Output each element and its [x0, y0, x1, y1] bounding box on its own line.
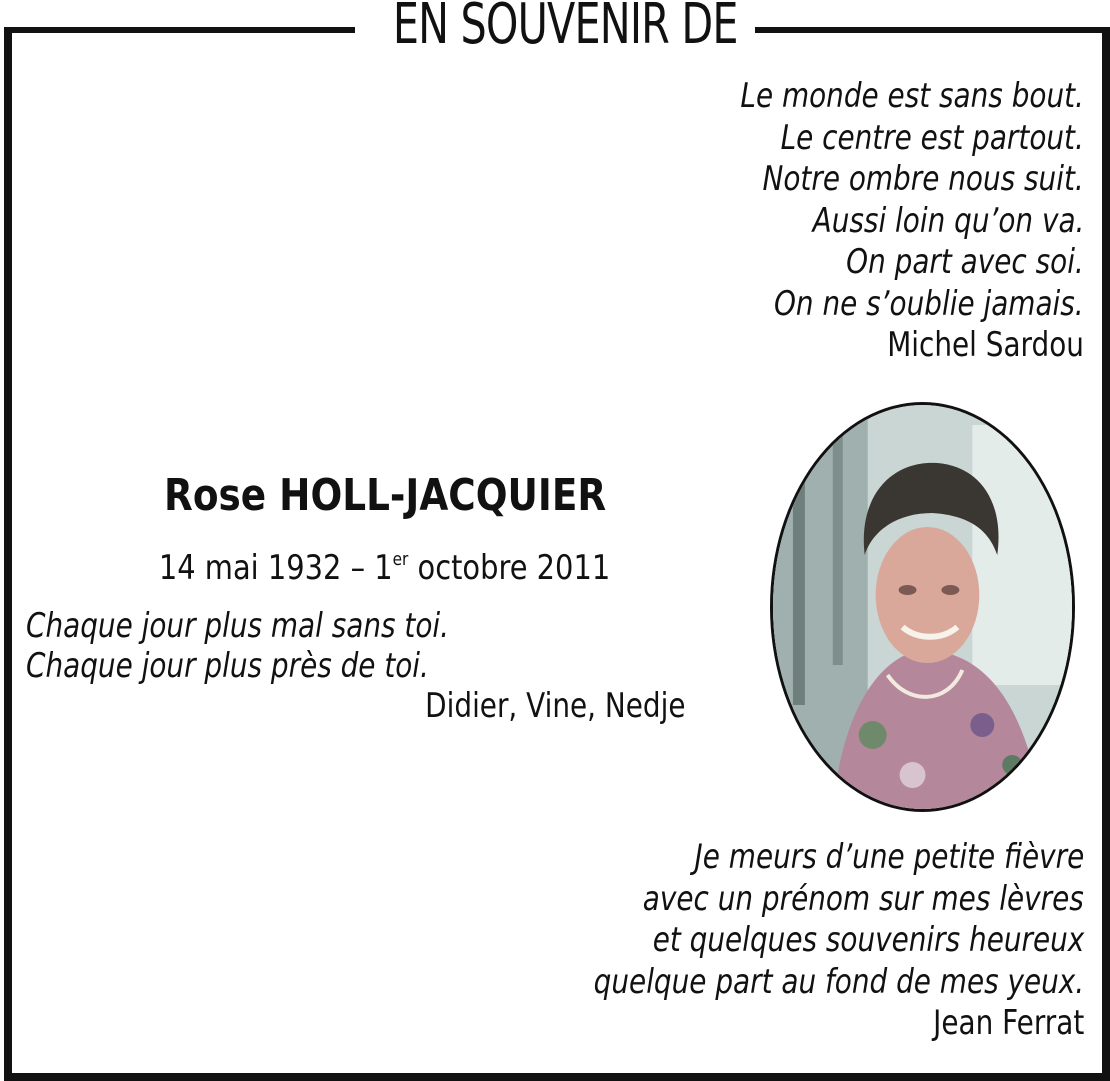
family-message-line: Chaque jour plus près de toi.: [26, 646, 429, 686]
poem-line: Notre ombre nous suit.: [762, 159, 1084, 199]
poem-line: quelque part au fond de mes yeux.: [593, 961, 1084, 1002]
poem-line: Le centre est partout.: [780, 117, 1084, 158]
poem-author: Jean Ferrat: [932, 1003, 1084, 1043]
poem-line: Aussi loin qu’on va.: [812, 200, 1084, 241]
date-end: octobre 2011: [408, 548, 611, 588]
poem-author: Michel Sardou: [887, 325, 1084, 365]
bottom-poem: [486, 837, 1084, 1045]
notice-title-text: EN SOUVENIR DE: [392, 0, 738, 57]
top-poem: [665, 76, 1084, 367]
notice-title: [355, 0, 755, 62]
poem-line: Je meurs d’une petite fièvre: [694, 837, 1084, 877]
life-dates: [0, 536, 770, 592]
poem-line: Le monde est sans bout.: [740, 76, 1084, 116]
family-message: [26, 606, 686, 726]
deceased-name: Rose HOLL-JACQUIER: [163, 470, 607, 521]
date-ordinal: er: [393, 549, 409, 570]
family-signers: Didier, Vine, Nedje: [425, 686, 686, 726]
portrait-photo: [770, 402, 1075, 812]
date-start: 14 mai 1932 – 1: [159, 548, 394, 588]
poem-line: On ne s’oublie jamais.: [774, 283, 1084, 324]
poem-line: On part avec soi.: [846, 242, 1084, 282]
poem-line: avec un prénom sur mes lèvres: [643, 878, 1084, 919]
portrait-image: [773, 405, 1072, 809]
poem-line: et quelques souvenirs heureux: [652, 920, 1084, 960]
family-message-line: Chaque jour plus mal sans toi.: [26, 606, 450, 646]
